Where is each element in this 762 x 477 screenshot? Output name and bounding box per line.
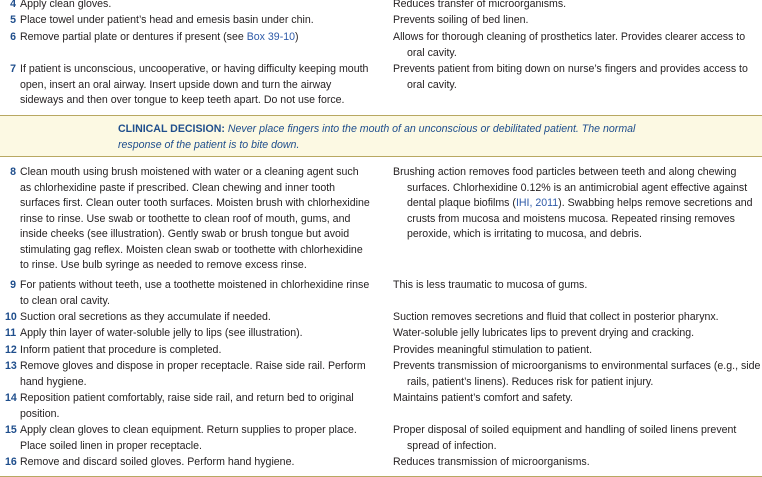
step-number: 5 <box>10 14 16 26</box>
step-text: For patients without teeth, use a toothette moistened in chlorhexidine rinse to clean oral cavity. <box>20 279 370 307</box>
step-text: Place towel under patient’s head and emesis basin under chin. <box>20 14 314 26</box>
step-number: 16 <box>5 456 17 468</box>
step-number: 6 <box>10 31 16 43</box>
clinical-decision-box <box>0 115 762 157</box>
step-text: If patient is unconscious, uncooperative, or having difficulty keeping mouth open, insert an oral airway. Insert upside down and turn the airway sideways and then over tongue to keep teeth apart. Do not use force. <box>20 63 369 106</box>
rationale-part: Brushing action removes food particles between teeth and along chewing surfaces. Chlorhexidine 0.12% is an antimicrobial agent effective against dental plaque biofilms ( <box>393 166 748 209</box>
rationale-text: Water-soluble jelly lubricates lips to prevent drying and cracking. <box>393 327 695 339</box>
rationale-part: ). Swabbing helps remove secretions and crusts from mucosa and moistens mucosa. Repeated rinsing removes peroxide, which is irritating to mucosa, and debris. <box>407 197 753 240</box>
step-text: Remove gloves and dispose in proper receptacle. Raise side rail. Perform hand hygiene. <box>20 360 366 388</box>
clinical-decision-body: Never place fingers into the mouth of an unconscious or debilitated patient. The normal response of the patient is to bite down. <box>118 123 636 151</box>
rationale-text: Allows for thorough cleaning of prosthetics later. Provides clearer access to oral cavity. <box>393 31 746 59</box>
step-number: 12 <box>5 344 17 356</box>
step-number: 14 <box>5 392 17 404</box>
step-number: 15 <box>5 424 17 436</box>
rationale-text: Prevents transmission of microorganisms to environmental surfaces (e.g., side rails, patient’s linens). Reduces risk for patient injury. <box>393 360 761 388</box>
rationale-text: Prevents patient from biting down on nurse’s fingers and provides access to oral cavity. <box>393 63 748 91</box>
clinical-decision-text <box>118 122 678 153</box>
step-number: 10 <box>5 311 17 323</box>
citation-link[interactable]: IHI, 2011 <box>515 197 559 209</box>
step-number: 8 <box>10 166 16 178</box>
rationale-text: Proper disposal of soiled equipment and handling of soiled linens prevent spread of infection. <box>393 424 737 452</box>
step-text: Apply thin layer of water-soluble jelly to lips (see illustration). <box>20 327 303 339</box>
rationale-text: This is less traumatic to mucosa of gums. <box>393 279 588 291</box>
step-text: Inform patient that procedure is completed. <box>20 344 222 356</box>
step-text: Apply clean gloves to clean equipment. Return supplies to proper place. Place soiled linen in proper receptacle. <box>20 424 357 452</box>
box-reference-link[interactable]: Box 39-10 <box>246 31 296 43</box>
clinical-decision-label: CLINICAL DECISION: <box>118 123 225 135</box>
step-text: Reposition patient comfortably, raise side rail, and return bed to original position. <box>20 392 354 420</box>
step-text-part: ) <box>295 31 299 43</box>
step-number: 13 <box>5 360 17 372</box>
step-number: 9 <box>10 279 16 291</box>
rationale-text <box>393 165 761 243</box>
step-text <box>20 30 372 46</box>
rationale-text: Reduces transmission of microorganisms. <box>393 456 590 468</box>
step-text: Apply clean gloves. <box>20 0 112 10</box>
rationale-text: Suction removes secretions and fluid that collect in posterior pharynx. <box>393 311 719 323</box>
rationale-text: Maintains patient’s comfort and safety. <box>393 392 573 404</box>
rationale-text: Prevents soiling of bed linen. <box>393 14 529 26</box>
rationale-text: Provides meaningful stimulation to patient. <box>393 344 593 356</box>
step-text: Clean mouth using brush moistened with water or a cleaning agent such as chlorhexidine paste if prescribed. Clean chewing and inner tooth surfaces first. Clean outer tooth surfaces. Moisten brush with chlorhexidine rinse to rinse. Use swab or toothette to clean roof of mouth, gums, and inside cheeks (see illustration). Gently swab or brush tongue but avoid stimulating gag reflex. Moisten clean swab or toothette with chlorhexidine to rinse. Use bulb syringe as needed to remove excess rinse. <box>20 166 370 271</box>
rationale-text: Reduces transfer of microorganisms. <box>393 0 567 10</box>
step-number: 4 <box>10 0 16 10</box>
step-text: Suction oral secretions as they accumulate if needed. <box>20 311 271 323</box>
step-number: 11 <box>5 327 17 339</box>
step-text-part: Remove partial plate or dentures if present (see <box>20 31 247 43</box>
step-text: Remove and discard soiled gloves. Perform hand hygiene. <box>20 456 295 468</box>
step-number: 7 <box>10 63 16 75</box>
